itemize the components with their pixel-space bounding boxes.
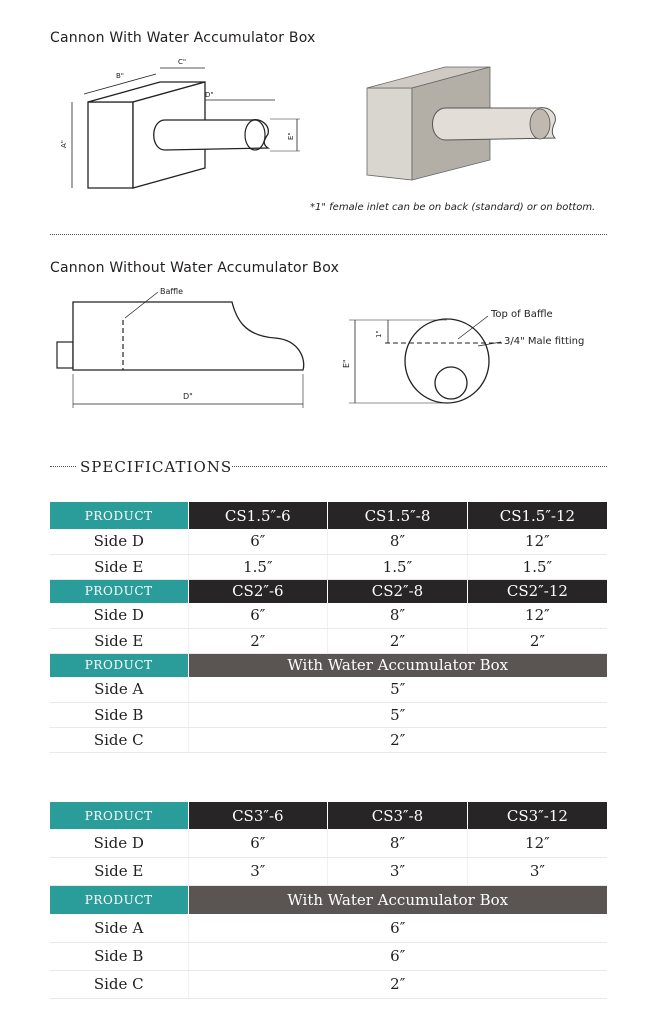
specifications-title: SPECIFICATIONS xyxy=(78,458,238,476)
accumulator-header: With Water Accumulator Box xyxy=(188,885,607,914)
section-title-without-accumulator: Cannon Without Water Accumulator Box xyxy=(50,260,340,276)
table-cell: 1.5″ xyxy=(328,554,468,579)
dim-a-label: A" xyxy=(60,139,68,148)
dim-e-label-2: E" xyxy=(342,359,351,368)
spec-table-1 xyxy=(50,502,607,753)
spec-divider-right xyxy=(232,466,607,467)
table-cell: 8″ xyxy=(328,529,468,554)
dim-b-label: B" xyxy=(116,72,125,80)
row-label: Side D xyxy=(50,529,188,554)
dim-c-label: C" xyxy=(178,58,187,66)
top-of-baffle-label: Top of Baffle xyxy=(491,309,553,320)
table-cell: 6″ xyxy=(188,529,328,554)
row-label: Side B xyxy=(50,942,188,970)
table-cell: 12″ xyxy=(467,529,607,554)
table-row xyxy=(50,914,607,942)
product-header: CS1.5″-8 xyxy=(328,502,468,529)
product-header: CS2″-6 xyxy=(188,579,328,603)
table-cell: 8″ xyxy=(328,829,468,857)
row-label: Side A xyxy=(50,914,188,942)
table-row xyxy=(50,942,607,970)
product-header: CS2″-8 xyxy=(328,579,468,603)
product-label: PRODUCT xyxy=(50,802,188,829)
no-accumulator-side-drawing xyxy=(0,280,320,410)
table-cell: 6″ xyxy=(188,829,328,857)
table-cell: 6″ xyxy=(188,942,607,970)
row-label: Side B xyxy=(50,702,188,727)
table-cell: 2″ xyxy=(188,628,328,653)
table-cell: 8″ xyxy=(328,603,468,628)
table-header-row xyxy=(50,802,607,829)
table-cell: 12″ xyxy=(467,603,607,628)
product-label: PRODUCT xyxy=(50,579,188,603)
divider xyxy=(50,234,607,235)
row-label: Side C xyxy=(50,727,188,752)
table-row xyxy=(50,702,607,727)
no-accumulator-front-drawing xyxy=(330,300,620,410)
accumulator-line-drawing xyxy=(0,55,320,200)
product-header: CS1.5″-12 xyxy=(467,502,607,529)
table-cell: 5″ xyxy=(188,702,607,727)
spec-table-2 xyxy=(50,802,607,999)
table-cell: 3″ xyxy=(328,857,468,885)
table-cell: 6″ xyxy=(188,914,607,942)
table-header-row xyxy=(50,653,607,677)
table-header-row xyxy=(50,885,607,914)
table-cell: 12″ xyxy=(467,829,607,857)
table-cell: 1.5″ xyxy=(467,554,607,579)
spec-divider-left xyxy=(50,466,76,467)
accumulator-header: With Water Accumulator Box xyxy=(188,653,607,677)
row-label: Side E xyxy=(50,857,188,885)
accumulator-rendered-drawing xyxy=(360,65,570,185)
male-fitting-label: 3/4" Male fitting xyxy=(504,336,585,347)
product-header: CS3″-6 xyxy=(188,802,328,829)
table-cell: 2″ xyxy=(188,970,607,998)
table-cell: 1.5″ xyxy=(188,554,328,579)
table-row xyxy=(50,829,607,857)
baffle-label: Baffle xyxy=(160,287,184,296)
table-header-row xyxy=(50,502,607,529)
product-header: CS3″-12 xyxy=(467,802,607,829)
product-header: CS1.5″-6 xyxy=(188,502,328,529)
product-header: CS2″-12 xyxy=(467,579,607,603)
table-row xyxy=(50,857,607,885)
row-label: Side A xyxy=(50,677,188,702)
table-header-row xyxy=(50,579,607,603)
table-cell: 5″ xyxy=(188,677,607,702)
inlet-note: *1" female inlet can be on back (standard) or on bottom. xyxy=(310,202,596,213)
dim-e-label: E" xyxy=(287,132,295,140)
row-label: Side C xyxy=(50,970,188,998)
table-row xyxy=(50,628,607,653)
row-label: Side D xyxy=(50,829,188,857)
row-label: Side D xyxy=(50,603,188,628)
table-row xyxy=(50,970,607,998)
table-cell: 2″ xyxy=(328,628,468,653)
row-label: Side E xyxy=(50,628,188,653)
table-row xyxy=(50,529,607,554)
table-row xyxy=(50,677,607,702)
table-cell: 2″ xyxy=(467,628,607,653)
table-cell: 3″ xyxy=(467,857,607,885)
product-header: CS3″-8 xyxy=(328,802,468,829)
dim-one-label: 1" xyxy=(375,330,383,338)
table-row xyxy=(50,727,607,752)
table-row xyxy=(50,554,607,579)
product-label: PRODUCT xyxy=(50,653,188,677)
table-row xyxy=(50,603,607,628)
dim-d-label-2: D" xyxy=(183,392,193,401)
table-cell: 2″ xyxy=(188,727,607,752)
section-title-with-accumulator: Cannon With Water Accumulator Box xyxy=(50,30,316,46)
dim-d-label: D" xyxy=(205,91,214,99)
product-label: PRODUCT xyxy=(50,502,188,529)
table-cell: 6″ xyxy=(188,603,328,628)
product-label: PRODUCT xyxy=(50,885,188,914)
table-cell: 3″ xyxy=(188,857,328,885)
row-label: Side E xyxy=(50,554,188,579)
